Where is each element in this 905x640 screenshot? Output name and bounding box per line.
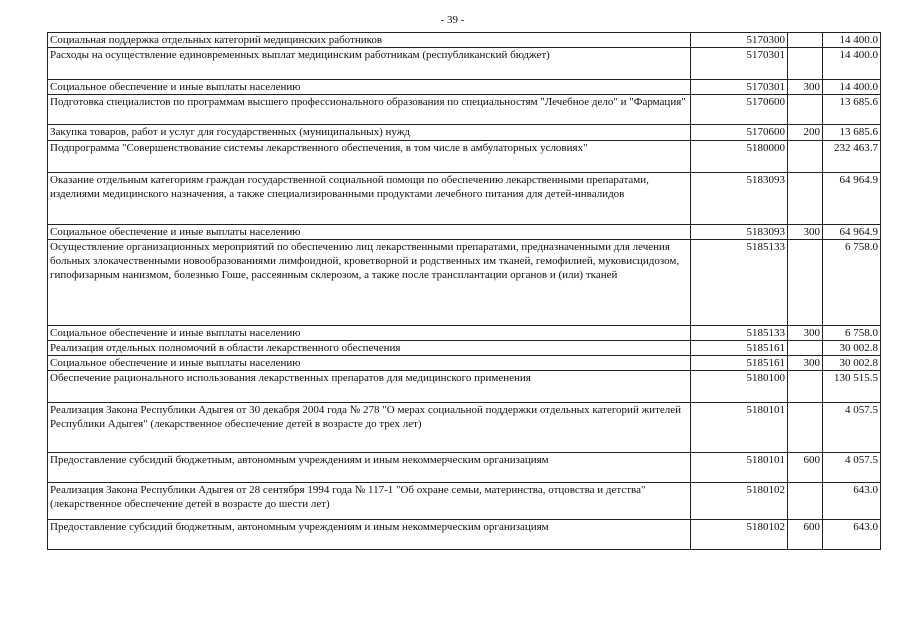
table-row [48,403,881,453]
row-code: 5185161 [691,341,788,356]
row-code: 5185161 [691,356,788,371]
table-row [48,341,881,356]
row-code: 5170300 [691,33,788,48]
row-expense-type [788,48,823,80]
table-row [48,125,881,141]
row-name: Закупка товаров, работ и услуг для государственных (муниципальных) нужд [48,125,691,141]
row-amount: 30 002.8 [823,356,881,371]
row-code: 5180000 [691,141,788,173]
row-expense-type: 300 [788,326,823,341]
table-row [48,371,881,403]
row-amount: 6 758.0 [823,326,881,341]
row-code: 5180102 [691,483,788,520]
row-amount: 14 400.0 [823,33,881,48]
row-name: Оказание отдельным категориям граждан государственной социальной помощи по обеспечению лекарственными препаратами, изделиями медицинского назначения, а также специализированными продуктами лечебного питания для детей-инвалидов [48,173,691,225]
row-name: Расходы на осуществление единовременных выплат медицинским работникам (республиканский бюджет) [48,48,691,80]
budget-table [47,32,881,550]
table-row [48,453,881,483]
row-name: Предоставление субсидий бюджетным, автономным учреждениям и иным некоммерческим организациям [48,520,691,550]
row-expense-type [788,95,823,125]
row-name: Социальное обеспечение и иные выплаты населению [48,326,691,341]
row-expense-type: 600 [788,453,823,483]
row-amount: 643.0 [823,483,881,520]
table-row [48,326,881,341]
row-amount: 14 400.0 [823,48,881,80]
row-code: 5180102 [691,520,788,550]
table-row [48,141,881,173]
row-expense-type: 300 [788,80,823,95]
row-expense-type [788,403,823,453]
row-code: 5170600 [691,95,788,125]
row-amount: 14 400.0 [823,80,881,95]
row-expense-type [788,483,823,520]
table-row [48,483,881,520]
row-expense-type: 200 [788,125,823,141]
row-name: Подпрограмма "Совершенствование системы лекарственного обеспечения, в том числе в амбулаторных условиях" [48,141,691,173]
row-code: 5183093 [691,173,788,225]
row-amount: 643.0 [823,520,881,550]
row-code: 5183093 [691,225,788,240]
row-code: 5170600 [691,125,788,141]
row-amount: 232 463.7 [823,141,881,173]
row-name: Реализация отдельных полномочий в области лекарственного обеспечения [48,341,691,356]
row-expense-type [788,33,823,48]
table-row [48,173,881,225]
table-row [48,225,881,240]
row-name: Реализация Закона Республики Адыгея от 30 декабря 2004 года № 278 "О мерах социальной поддержки отдельных категорий жителей Республики Адыгея" (лекарственное обеспечение детей в возрасте до трех лет) [48,403,691,453]
row-expense-type: 600 [788,520,823,550]
row-amount: 64 964.9 [823,173,881,225]
row-code: 5180101 [691,453,788,483]
row-name: Социальное обеспечение и иные выплаты населению [48,356,691,371]
row-expense-type [788,173,823,225]
row-code: 5180101 [691,403,788,453]
row-amount: 13 685.6 [823,95,881,125]
row-name: Подготовка специалистов по программам высшего профессионального образования по специальностям "Лечебное дело" и "Фармация" [48,95,691,125]
row-name: Социальное обеспечение и иные выплаты населению [48,80,691,95]
row-amount: 64 964.9 [823,225,881,240]
row-name: Осуществление организационных мероприятий по обеспечению лиц лекарственными препаратами, предназначенными для лечения больных злокачественными новообразованиями лимфоидной, кроветворной и родственных им тканей, гемофилией, муковисцидозом, гипофизарным нанизмом, болезнью Гоше, рассеянным склерозом, а также после трансплантации органов и (или) тканей [48,240,691,326]
row-expense-type [788,240,823,326]
table-row [48,80,881,95]
row-amount: 4 057.5 [823,453,881,483]
table-row [48,33,881,48]
row-name: Предоставление субсидий бюджетным, автономным учреждениям и иным некоммерческим организациям [48,453,691,483]
row-expense-type [788,341,823,356]
row-expense-type: 300 [788,225,823,240]
row-amount: 30 002.8 [823,341,881,356]
table-row [48,240,881,326]
table-row [48,48,881,80]
row-amount: 130 515.5 [823,371,881,403]
row-name: Обеспечение рационального использования лекарственных препаратов для медицинского применения [48,371,691,403]
table-row [48,520,881,550]
row-code: 5170301 [691,80,788,95]
table-row [48,95,881,125]
row-amount: 4 057.5 [823,403,881,453]
row-code: 5185133 [691,326,788,341]
row-code: 5170301 [691,48,788,80]
row-expense-type [788,371,823,403]
row-code: 5185133 [691,240,788,326]
row-expense-type: 300 [788,356,823,371]
row-amount: 13 685.6 [823,125,881,141]
row-code: 5180100 [691,371,788,403]
row-amount: 6 758.0 [823,240,881,326]
row-name: Социальное обеспечение и иные выплаты населению [48,225,691,240]
table-row [48,356,881,371]
row-name: Социальная поддержка отдельных категорий медицинских работников [48,33,691,48]
page-number: - 39 - [440,14,465,26]
row-expense-type [788,141,823,173]
row-name: Реализация Закона Республики Адыгея от 28 сентября 1994 года № 117-1 "Об охране семьи, материнства, отцовства и детства" (лекарственное обеспечение детей в возрасте до шести лет) [48,483,691,520]
